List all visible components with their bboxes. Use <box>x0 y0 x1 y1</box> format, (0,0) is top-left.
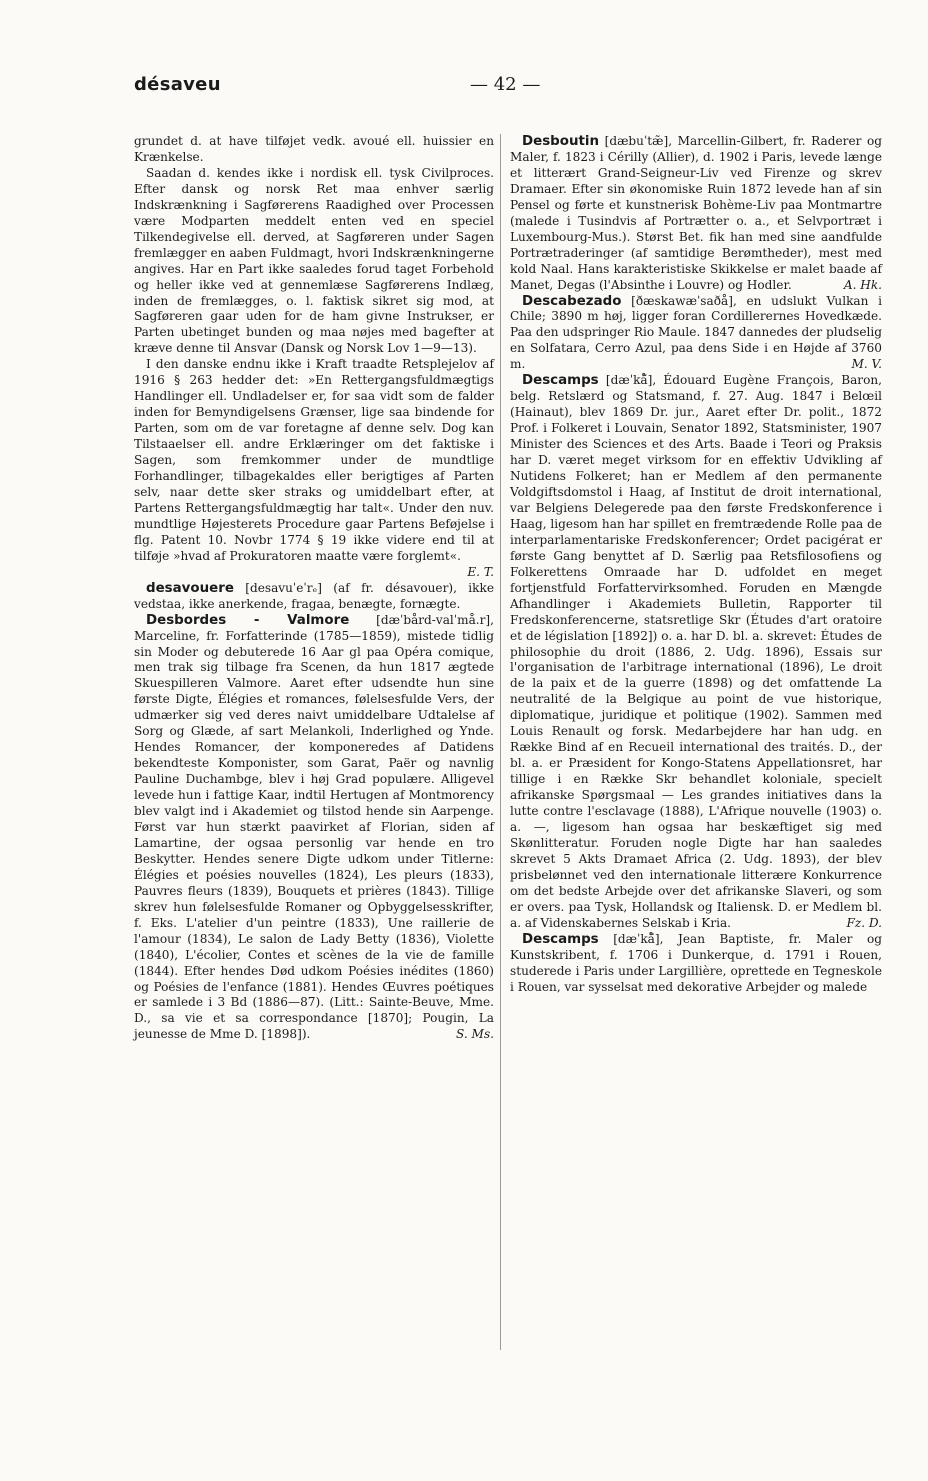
author-signature: A. Hk. <box>843 277 882 292</box>
entry-paragraph <box>134 134 494 166</box>
column-divider <box>500 134 501 1350</box>
running-head-word: désaveu <box>134 74 221 95</box>
author-signature: Fz. D. <box>846 915 882 930</box>
entry-paragraph <box>134 357 494 580</box>
page-header <box>134 74 894 104</box>
entry-text: [dæbuˈtæ̃], Marcellin-Gilbert, fr. Raderer og Maler, f. 1823 i Cérilly (Allier), d. 1902 i Paris, levede længe et litterært Grand-Seigneur-Liv ved Firenze og skrev Dramaer. Efter sin økonomiske Ruin 1872 levede han af sin Pensel og førte et kunstnerisk Bohème-Liv paa Montmartre (malede i Tusindvis af Portrætter o. a., et Selvportræt i Luxembourg-Mus.). Størst Bet. fik han med sine aandfulde Portrætraderinger (af samtidige Berømtheder), mest med kold Naal. Hans karakteristiske Skikkelse er malet baade af Manet, Degas (l'Absinthe i Louvre) og Hodler. <box>510 134 882 292</box>
entry-headword: Descamps <box>522 931 599 947</box>
entry-paragraph <box>510 373 882 931</box>
entry-headword: Descamps <box>522 373 599 389</box>
entry-headword: Descabezado <box>522 293 622 309</box>
entry-paragraph <box>134 166 494 357</box>
author-signature: M. V. <box>851 357 882 372</box>
author-signature: S. Ms. <box>456 1027 494 1042</box>
entry-paragraph <box>134 581 494 613</box>
entry-headword: desavouere <box>146 580 234 596</box>
entry-paragraph <box>510 134 882 294</box>
entry-text: [ðæskawæˈsaðå], en udslukt Vulkan i Chile; 3890 m høj, ligger foran Cordillerernes Hovedkæde. Paa den udspringer Rio Maule. 1847 dannedes der pludselig en Solfatara, Cerro Azul, paa dens Side i en Højde af 3760 m. <box>510 293 882 372</box>
left-column <box>134 134 494 1043</box>
entry-text: grundet d. at have tilføjet vedk. avoué ell. huissier en Krænkelse. <box>134 134 494 164</box>
entry-text: [dæˈbård-valˈmå.r], Marceline, fr. Forfatterinde (1785—1859), mistede tidlig sin Moder og debuterede 16 Aar gl paa Opéra comique, men trak sig tilbage fra Scenen, da hun 1817 ægtede Skuespilleren Valmore. Aaret efter udsendte hun sine første Digte, Élégies et romances, følelsesfulde Vers, der udmærker sig ved deres naivt umiddelbare Udtalelse af Sorg og Glæde, af sart Melankoli, Inderlighed og Ynde. Hendes Romancer, der komponeredes af Datidens bekendteste Komponister, som Garat, Paër og navnlig Pauline Duchambge, blev i høj Grad populære. Alligevel levede hun i fattige Kaar, indtil Hertugen af Montmorency blev valgt ind i Akademiet og tilstod hende sin Aarpenge. Først var hun stærkt paavirket af Florian, siden af Lamartine, der ogsaa personlig var hende en tro Beskytter. Hendes senere Digte udkom under Titlerne: Élégies et poésies nouvelles (1824), Les pleurs (1833), Pauvres fleurs (1839), Bouquets et prières (1843). Tillige skrev hun følelsesfulde Romaner og Opbyggelsesskrifter, f. Eks. L'atelier d'un peintre (1833), Une raillerie de l'amour (1834), Le salon de Lady Betty (1836), Violette (1840), L'écolier, Contes et scènes de la vie de famille (1844). Efter hendes Død udkom Poésies inédites (1860) og Poésies de l'enfance (1881). Hendes Œuvres poétiques er samlede i 3 Bd (1886—87). (Litt.: Sainte-Beuve, Mme. D., sa vie et sa correspondance [1870]; Pougin, La jeunesse de Mme D. [1898]). <box>134 612 494 1042</box>
right-column <box>510 134 882 995</box>
entry-paragraph <box>510 932 882 996</box>
entry-text: [dæˈkå̃], Édouard Eugène François, Baron, belg. Retslærd og Statsmand, f. 27. Aug. 1847 i Belœil (Hainaut), blev 1869 Dr. jur., Aaret efter Dr. polit., 1872 Prof. i Folkeret i Louvain, Senator 1892, Statsminister, 1907 Minister des Sciences et des Arts. Baade i Teori og Praksis har D. været meget virksom for en effektiv Udvikling af Nutidens Folkeret; han er Medlem af den permanente Voldgiftsdomstol i Haag, af Institut de droit international, var Belgiens Delegerede paa den første Fredskonference i Haag, ligesom han har spillet en fremtrædende Rolle paa de interparlamentariske Fredskonferencer; Ordet pacigérat er første Gang benyttet af D. Særlig paa Retsfilosofiens og Folkerettens Omraade har D. udfoldet en meget fortjenstfuld Forfattervirksomhed. Foruden en Mængde Afhandlinger i Akademiets Bulletin, Rapporter til Fredskonferencerne, statsretlige Skr (Études d'art oratoire et de législation [1892]) o. a. har D. bl. a. skrevet: Études de philosophie du droit (1886, 2. Udg. 1896), Essais sur l'organisation de l'arbitrage international (1896), Le droit de la paix et de la guerre (1898) og det omfattende La neutralité de la Belgique au point de vue historique, diplomatique, juridique et politique (1902). Sammen med Louis Renault og forsk. Medarbejdere har han udg. en Række Bind af en Recueil international des traités. D., der bl. a. er Præsident for Kongo-Statens Appellationsret, har tillige i en Række Skr behandlet koloniale, specielt afrikanske Spørgsmaal — Les grandes initiatives dans la lutte contre l'esclavage (1888), L'Afrique nouvelle (1903) o. a. —, ligesom han ogsaa har beskæftiget sig med Skønlitteratur. Foruden nogle Digte har han saaledes skrevet 5 Akts Dramaet Africa (2. Udg. 1893), der blev prisbelønnet ved den internationale litterære Konkurrence om det bedste Arbejde over det afrikanske Slaveri, og som er overs. paa Tysk, Hollandsk og Italiensk. D. er Medlem bl. a. af Videnskabernes Selskab i Kria. <box>510 373 882 930</box>
entry-text: [desavuˈeˈrₑ] (af fr. désavouer), ikke vedstaa, ikke anerkende, fragaa, benægte, fornægte. <box>134 580 494 611</box>
author-signature: E. T. <box>467 564 494 579</box>
entry-paragraph <box>134 613 494 1044</box>
entry-paragraph <box>510 294 882 374</box>
entry-text: [dæˈkå̃], Jean Baptiste, fr. Maler og Kunstskribent, f. 1706 i Dunkerque, d. 1791 i Rouen, studerede i Paris under Largillière, oprettede en Tegneskole i Rouen, var sysselsat med dekorative Arbejder og malede <box>510 931 882 994</box>
page-number: — 42 — <box>470 74 541 95</box>
entry-headword: Desboutin <box>522 134 600 149</box>
entry-text: Saadan d. kendes ikke i nordisk ell. tysk Civilproces. Efter dansk og norsk Ret maa enhver særlig Indskrænkning i Sagførerens Raadighed over Processen være Modparten meddelt enten ved en speciel Tilkendegivelse ell. derved, at Sagføreren under Sagen fremlægger en aaben Fuldmagt, hvori Indskrænkningerne angives. Har en Part ikke saaledes forud taget Forbehold og heller ikke ved at gennemlæse Sagførerens Indlæg, inden de fremlægges, o. l. faktisk sikret sig mod, at Sagføreren gaar uden for de ham givne Instrukser, er Parten ubetinget bunden og maa nøjes med bagefter at kræve denne til Ansvar (Dansk og Norsk Lov 1—9—13). <box>134 165 494 356</box>
entry-headword: Desbordes - Valmore <box>146 612 350 628</box>
entry-text: I den danske endnu ikke i Kraft traadte Retsplejelov af 1916 § 263 hedder det: »En Rettergangsfuldmægtigs Handlinger ell. Undladelser er, for saa vidt som de falder inden for Bemyndigelsens Grænser, lige saa bindende for Parten, som om de var foretagne af denne selv. Dog kan Tilstaaelser ell. andre Erklæringer om det faktiske i Sagen, som fremkommer under de mundtlige Forhandlinger, tilbagekaldes eller berigtiges af Parten selv, naar dette sker straks og umiddelbart efter, at Partens Rettergangsfuldmægtig har talt«. Under den nuv. mundtlige Højesterets Procedure gaar Partens Beføjelse i flg. Patent 10. Novbr 1774 § 19 ikke videre end til at tilføje »hvad af Prokuratoren maatte være forglemt«. <box>134 357 494 563</box>
